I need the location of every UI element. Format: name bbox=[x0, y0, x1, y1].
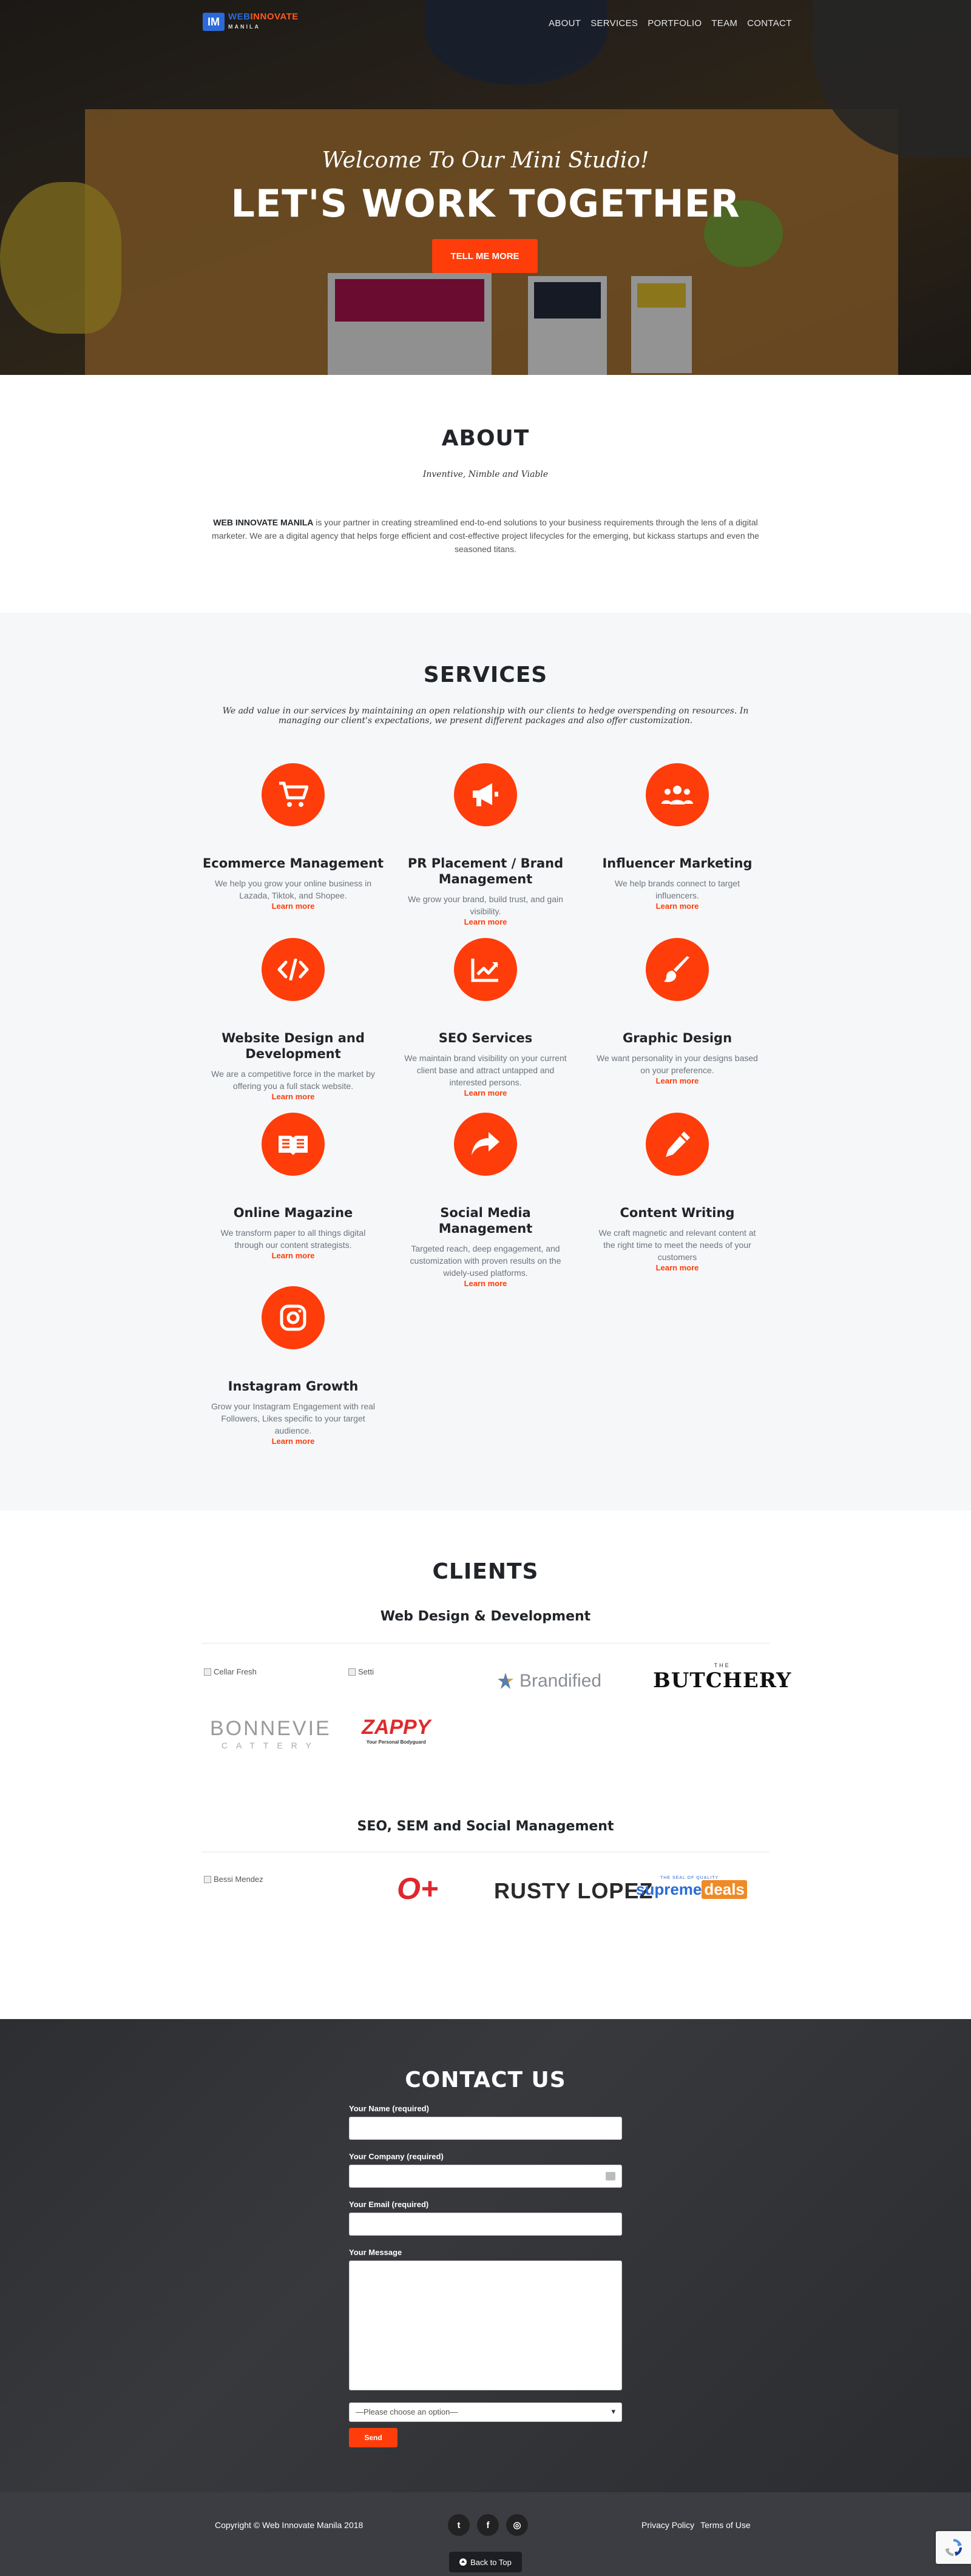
service-title: SEO Services bbox=[438, 1031, 533, 1045]
client-logo-zappy bbox=[362, 1716, 430, 1745]
company-label: Your Company (required) bbox=[349, 2152, 444, 2161]
learn-more-link[interactable]: Learn more bbox=[271, 1437, 315, 1446]
recaptcha-badge[interactable] bbox=[936, 2531, 971, 2564]
logo-web: WEB bbox=[228, 12, 251, 22]
privacy-policy-link[interactable]: Privacy Policy bbox=[641, 2520, 695, 2530]
service-title: Ecommerce Management bbox=[202, 856, 384, 871]
message-label: Your Message bbox=[349, 2248, 402, 2257]
option-select[interactable]: —Please choose an option— ▾ bbox=[349, 2402, 622, 2422]
logo-text: Your Personal Bodyguard bbox=[366, 1739, 426, 1745]
logo-alt-text: Setti bbox=[358, 1667, 374, 1676]
service-card bbox=[394, 938, 577, 1097]
nav-menu bbox=[549, 18, 792, 29]
client-logo-rusty-lopez: RUSTY LOPEZ bbox=[494, 1878, 654, 1903]
service-desc: We maintain brand visibility on your current client base and attract untapped and interested persons. bbox=[404, 1053, 567, 1087]
client-logo-brandified bbox=[496, 1671, 601, 1691]
service-card bbox=[586, 938, 768, 1085]
hero-text bbox=[0, 148, 971, 226]
service-desc: Grow your Instagram Engagement with real Followers, Likes specific to your target audience. bbox=[211, 1401, 375, 1435]
service-card bbox=[202, 1113, 384, 1260]
service-card bbox=[202, 1286, 384, 1446]
logo-mark: IM bbox=[203, 13, 225, 31]
service-desc: We help you grow your online business in Lazada, Tiktok, and Shopee. bbox=[214, 878, 372, 900]
site-logo[interactable] bbox=[203, 12, 299, 32]
clients-category-seo: SEO, SEM and Social Management bbox=[357, 1819, 614, 1834]
message-textarea[interactable] bbox=[349, 2261, 622, 2390]
terms-of-use-link[interactable]: Terms of Use bbox=[700, 2520, 751, 2530]
client-logo-bonnevie bbox=[210, 1717, 331, 1750]
service-title: PR Placement / Brand Management bbox=[407, 856, 564, 886]
logo-text: deals bbox=[702, 1880, 747, 1899]
logo-text: supreme bbox=[636, 1880, 702, 1898]
newspaper-icon bbox=[262, 1113, 325, 1176]
logo-sub: MANILA bbox=[228, 24, 260, 30]
service-title: Graphic Design bbox=[622, 1031, 732, 1045]
recaptcha-icon bbox=[944, 2538, 963, 2557]
learn-more-link[interactable]: Learn more bbox=[464, 917, 507, 926]
logo-text: THE SEAL OF QUALITY bbox=[660, 1876, 719, 1880]
name-field[interactable] bbox=[349, 2117, 622, 2140]
learn-more-link[interactable]: Learn more bbox=[464, 1279, 507, 1288]
services-intro: We add value in our services by maintaining an open relationship with our clients to hedge overspending on resources. In managing our client's expectations, we present different packages and also offer customization. bbox=[222, 706, 749, 726]
service-title: Influencer Marketing bbox=[602, 856, 753, 871]
logo-text bbox=[228, 12, 299, 32]
logo-innovate: INNOVATE bbox=[250, 12, 299, 22]
service-desc: We help brands connect to target influencers. bbox=[615, 878, 740, 900]
logo-alt-text: Bessi Mendez bbox=[214, 1875, 263, 1884]
nav-item-team[interactable]: TEAM bbox=[711, 18, 738, 29]
service-card bbox=[394, 763, 577, 926]
back-to-top-button[interactable] bbox=[449, 2552, 522, 2572]
service-card bbox=[586, 763, 768, 911]
client-logo-butchery bbox=[653, 1662, 791, 1693]
learn-more-link[interactable]: Learn more bbox=[655, 1263, 699, 1272]
twitter-icon[interactable]: t bbox=[448, 2514, 470, 2536]
service-desc: We want personality in your designs based on your preference. bbox=[597, 1053, 758, 1075]
nav-item-services[interactable]: SERVICES bbox=[590, 18, 638, 29]
paint-brush-icon bbox=[646, 938, 709, 1001]
nav-item-about[interactable]: ABOUT bbox=[549, 18, 581, 29]
about-body: is your partner in creating streamlined end-to-end solutions to your business requirements through the lens of a digital marketer. We are a digital agency that helps forge efficient and cost-effective project lifecycles for the emerging, but kickass startups and even the seasoned titans. bbox=[212, 518, 759, 554]
service-title: Instagram Growth bbox=[228, 1379, 359, 1394]
about-section bbox=[0, 375, 971, 613]
pencil-icon bbox=[646, 1113, 709, 1176]
service-card bbox=[586, 1113, 768, 1272]
logo-text: CATTERY bbox=[221, 1741, 320, 1750]
logo-text: BUTCHERY bbox=[653, 1668, 792, 1693]
chart-line-icon bbox=[454, 938, 517, 1001]
hero-welcome: Welcome To Our Mini Studio! bbox=[322, 148, 649, 173]
arrow-up-circle-icon bbox=[459, 2558, 467, 2566]
logo-text: BONNEVIE bbox=[210, 1717, 331, 1740]
about-title: ABOUT bbox=[441, 426, 530, 451]
client-logo-cellar-fresh bbox=[204, 1667, 257, 1676]
broken-image-icon bbox=[348, 1668, 356, 1676]
clients-title: CLIENTS bbox=[432, 1559, 539, 1584]
about-brand: WEB INNOVATE MANILA bbox=[213, 518, 314, 527]
code-icon bbox=[262, 938, 325, 1001]
tell-me-more-button[interactable]: TELL ME MORE bbox=[432, 239, 538, 273]
nav-item-contact[interactable]: CONTACT bbox=[747, 18, 792, 29]
brandified-star-icon bbox=[496, 1672, 515, 1690]
clients-category-web: Web Design & Development bbox=[380, 1609, 591, 1624]
instagram-icon[interactable]: ◎ bbox=[506, 2514, 528, 2536]
learn-more-link[interactable]: Learn more bbox=[655, 1076, 699, 1085]
service-title: Online Magazine bbox=[233, 1205, 353, 1220]
share-icon bbox=[454, 1113, 517, 1176]
service-card bbox=[394, 1113, 577, 1288]
contact-form bbox=[349, 2104, 622, 2447]
hero-headline: LET'S WORK TOGETHER bbox=[231, 181, 740, 226]
about-subtitle: Inventive, Nimble and Viable bbox=[422, 470, 549, 479]
legal-links bbox=[641, 2520, 751, 2530]
logo-text: Brandified bbox=[519, 1671, 602, 1691]
contact-title: CONTACT US bbox=[405, 2068, 566, 2092]
broken-image-icon bbox=[204, 1668, 211, 1676]
about-paragraph bbox=[200, 516, 771, 556]
client-logo-supreme-deals bbox=[636, 1876, 747, 1899]
back-to-top-label: Back to Top bbox=[470, 2557, 512, 2567]
company-field[interactable] bbox=[349, 2165, 622, 2188]
autofill-card-icon[interactable] bbox=[606, 2172, 615, 2180]
send-button[interactable]: Send bbox=[349, 2428, 398, 2447]
service-title: Website Design and Development bbox=[222, 1031, 365, 1061]
shopping-cart-icon bbox=[262, 763, 325, 826]
service-card bbox=[202, 763, 384, 911]
megaphone-icon bbox=[454, 763, 517, 826]
logo-text: ZAPPY bbox=[362, 1716, 431, 1739]
learn-more-link[interactable]: Learn more bbox=[271, 902, 315, 911]
client-logo-oplus: O+ bbox=[397, 1872, 439, 1906]
hero-section bbox=[0, 0, 971, 375]
name-label: Your Name (required) bbox=[349, 2104, 429, 2113]
learn-more-link[interactable]: Learn more bbox=[271, 1251, 315, 1260]
service-title: Social Media Management bbox=[438, 1205, 533, 1236]
users-icon bbox=[646, 763, 709, 826]
footer bbox=[0, 2492, 971, 2576]
services-section bbox=[0, 613, 971, 1511]
copyright-text: Copyright © Web Innovate Manila 2018 bbox=[215, 2520, 364, 2530]
social-links bbox=[448, 2514, 528, 2536]
logo-alt-text: Cellar Fresh bbox=[214, 1667, 257, 1676]
main-nav bbox=[0, 0, 971, 46]
service-card bbox=[202, 938, 384, 1101]
contact-section bbox=[0, 2019, 971, 2492]
services-title: SERVICES bbox=[423, 663, 548, 687]
service-desc: We grow your brand, build trust, and gain visibility. bbox=[408, 894, 563, 916]
email-label: Your Email (required) bbox=[349, 2200, 429, 2209]
instagram-icon bbox=[262, 1286, 325, 1349]
learn-more-link[interactable]: Learn more bbox=[655, 902, 699, 911]
divider bbox=[201, 1643, 770, 1644]
service-title: Content Writing bbox=[620, 1205, 735, 1220]
broken-image-icon bbox=[204, 1876, 211, 1883]
service-desc: We are a competitive force in the market by offering you a full stack website. bbox=[211, 1069, 375, 1091]
service-desc: We craft magnetic and relevant content at the right time to meet the needs of your customers bbox=[598, 1228, 756, 1262]
client-logo-setti bbox=[348, 1667, 374, 1676]
service-desc: We transform paper to all things digital through our content strategists. bbox=[220, 1228, 366, 1250]
client-logo-bessi-mendez bbox=[204, 1875, 263, 1884]
clients-section bbox=[0, 1511, 971, 2019]
nav-item-portfolio[interactable]: PORTFOLIO bbox=[648, 18, 702, 29]
logo-text: THE bbox=[714, 1662, 731, 1668]
service-desc: Targeted reach, deep engagement, and customization with proven results on the widely-used platforms. bbox=[410, 1244, 561, 1278]
learn-more-link[interactable]: Learn more bbox=[271, 1092, 315, 1101]
facebook-icon[interactable]: f bbox=[477, 2514, 499, 2536]
email-field[interactable] bbox=[349, 2213, 622, 2236]
learn-more-link[interactable]: Learn more bbox=[464, 1088, 507, 1097]
